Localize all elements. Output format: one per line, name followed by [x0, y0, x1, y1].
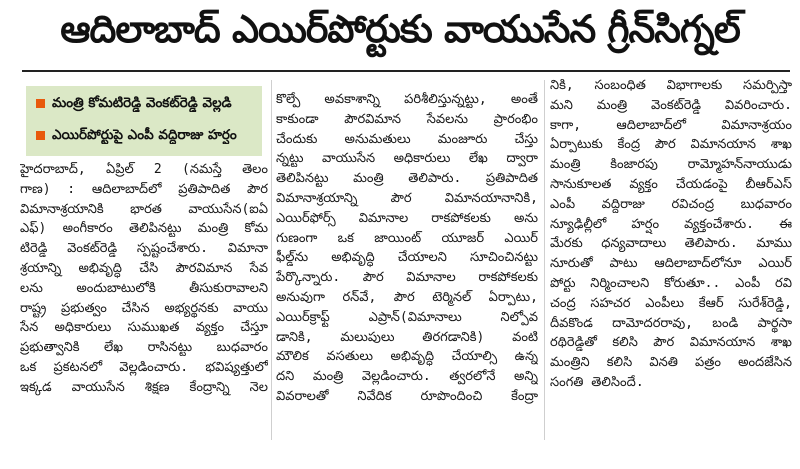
text-line: చేందుకు అనుమతులు మంజూరు చేస్తు — [276, 131, 538, 147]
text-line: నూరుతో పాటు ఆదిలాబాద్‌లోనూ ఎయిర్ — [550, 256, 792, 272]
text-line: ఎయిర్‌ఫోర్స్ విమానాల రాకపోకలకు అను — [276, 210, 538, 226]
headline-divider — [22, 70, 790, 72]
text-line: విమానాశ్రయానికి భారత వాయుసేన(ఐఏ — [20, 201, 268, 217]
text-line: సానుకూలత వ్యక్తం చేయడంపై బీఆర్‌ఎస్ — [550, 176, 792, 192]
text-line: అనువుగా రన్‌వే, పౌర టెర్మినల్ ఏర్పాటు, — [276, 289, 538, 305]
text-line: ఏర్పాటుకు కేంద్ర పౌర విమానయాన శాఖ — [550, 137, 792, 153]
text-line: దీవకొండ దామోదరరావు, బండి పార్థసా — [550, 315, 792, 331]
text-line: టిరెడ్డి వెంకట్‌రెడ్డి స్పష్టంచేశారు. విమానా — [20, 241, 268, 257]
kicker-item — [36, 126, 256, 144]
kicker-text: ఎయిర్‌పోర్టుపై ఎంపీ వద్దిరాజు హర్షం — [52, 127, 237, 143]
text-line: గాణ) : ఆదిలాబాద్‌లో ప్రతిపాదిత పౌర — [20, 181, 268, 197]
text-line: మని మంత్రి వెంకట్‌రెడ్డి వివరించారు. — [550, 97, 792, 113]
column-divider — [271, 80, 272, 440]
text-line: ఫీల్డ్‌ను అభివృద్ధి చేయాలని సూచించినట్టు — [276, 250, 538, 266]
text-line: రథిరెడ్డితో కలిసి పౌర విమానయాన శాఖ — [550, 335, 792, 351]
text-line: లను అందుబాటులోకి తీసుకురావాలని — [20, 280, 268, 296]
text-line: కాగా, ఆదిలాబాద్‌లో విమానాశ్రయం — [550, 117, 792, 133]
text-line: ఇక్కడ వాయుసేన శిక్షణ కేంద్రాన్ని నెల — [20, 379, 268, 395]
text-line: గుణంగా ఒక జాయింట్ యూజర్ ఎయిర్ — [276, 230, 538, 246]
text-line: తెలిపినట్టు మంత్రి తెలిపారు. ప్రతిపాదిత — [276, 171, 538, 187]
square-bullet-icon — [36, 131, 45, 140]
column-divider — [544, 80, 545, 440]
article-column-1 — [20, 160, 268, 398]
text-line: విమానాశ్రయాన్ని పౌర విమానయానానికి, — [276, 190, 538, 206]
text-line: దని మంత్రి వెల్లడించారు. త్వరలోనే అన్ని — [276, 369, 538, 385]
kicker-text: మంత్రి కోమటిరెడ్డి వెంకట్‌రెడ్డి వెల్లడి — [52, 95, 232, 111]
kicker-item — [36, 94, 256, 112]
headline: ఆదిలాబాద్ ఎయిర్‌పోర్టుకు వాయుసేన గ్రీన్‌సిగ్నల్ — [60, 7, 740, 51]
text-line: సేన అధికారులు సుముఖత వ్యక్తం చేస్తూ — [20, 320, 268, 336]
text-line: రాష్ట్ర ప్రభుత్వం చేసిన అభ్యర్థనకు వాయు — [20, 300, 268, 316]
article-column-3 — [550, 76, 792, 393]
article-column-2 — [276, 90, 538, 407]
text-line: కొల్పే అవకాశాన్ని పరిశీలిస్తున్నట్టు, అంతే — [276, 92, 538, 107]
text-line: వివరాలతో నివేదిక రూపొందించి కేంద్రా — [276, 388, 538, 404]
text-line: మంత్రిని కలిసి వినతి పత్రం అందజేసిన — [550, 355, 792, 371]
text-line: ప్రభుత్వానికి లేఖ రాసినట్టు బుధవారం — [20, 340, 268, 356]
text-line: హైదరాబాద్, ఏప్రిల్ 2 (నమస్తే తెలం — [20, 162, 268, 177]
text-line: కాకుండా పౌరవిమాన సేవలను ప్రారంభిం — [276, 111, 538, 127]
text-line: మంత్రి కింజారపు రామ్మోహన్‌నాయుడు — [550, 157, 792, 173]
text-line: శ్రయాన్ని అభివృద్ధి చేసి పౌరవిమాన సేవ — [20, 260, 268, 276]
text-line: మౌలిక వసతులు అభివృద్ధి చేయాల్సి ఉన్న — [276, 349, 538, 365]
text-line: డానికి, మలుపులు తిరగడానికి) వంటి — [276, 329, 538, 345]
text-line: చంద్ర సహచర ఎంపీలు కేఆర్ సురేశ్‌రెడ్డి, — [550, 295, 792, 311]
text-line: ఎఫ్) అంగీకారం తెలిపినట్టు మంత్రి కోమ — [20, 221, 268, 237]
text-line: మేరకు ధన్యవాదాలు తెలిపారు. మాము — [550, 236, 792, 252]
text-line: ఎంపీ వద్దిరాజు రవిచంద్ర బుధవారం — [550, 196, 792, 212]
text-line: నికి, సంబంధిత విభాగాలకు సమర్పిస్తా — [550, 78, 792, 93]
text-line: ఒక ప్రకటనలో వెల్లడించారు. భవిష్యత్తులో — [20, 359, 268, 375]
text-line: న్నట్టు వాయుసేన అధికారులు లేఖ ద్వారా — [276, 151, 538, 167]
text-line: ఎయిర్‌క్రాఫ్ట్ ఎప్రాన్(విమానాలు నిల్పోవ — [276, 309, 538, 325]
kicker-box — [26, 86, 262, 156]
text-line: న్యూఢిల్లీలో హర్షం వ్యక్తంచేశారు. ఈ — [550, 216, 792, 232]
text-line: పేర్కొన్నారు. పౌర విమానాల రాకపోకలకు — [276, 270, 538, 286]
square-bullet-icon — [36, 99, 45, 108]
text-line: పోర్టు నిర్మించాలని కోరుతూ.. ఎంపీ రవి — [550, 275, 792, 291]
text-line: సంగతి తెలిసిందే. — [550, 374, 644, 390]
